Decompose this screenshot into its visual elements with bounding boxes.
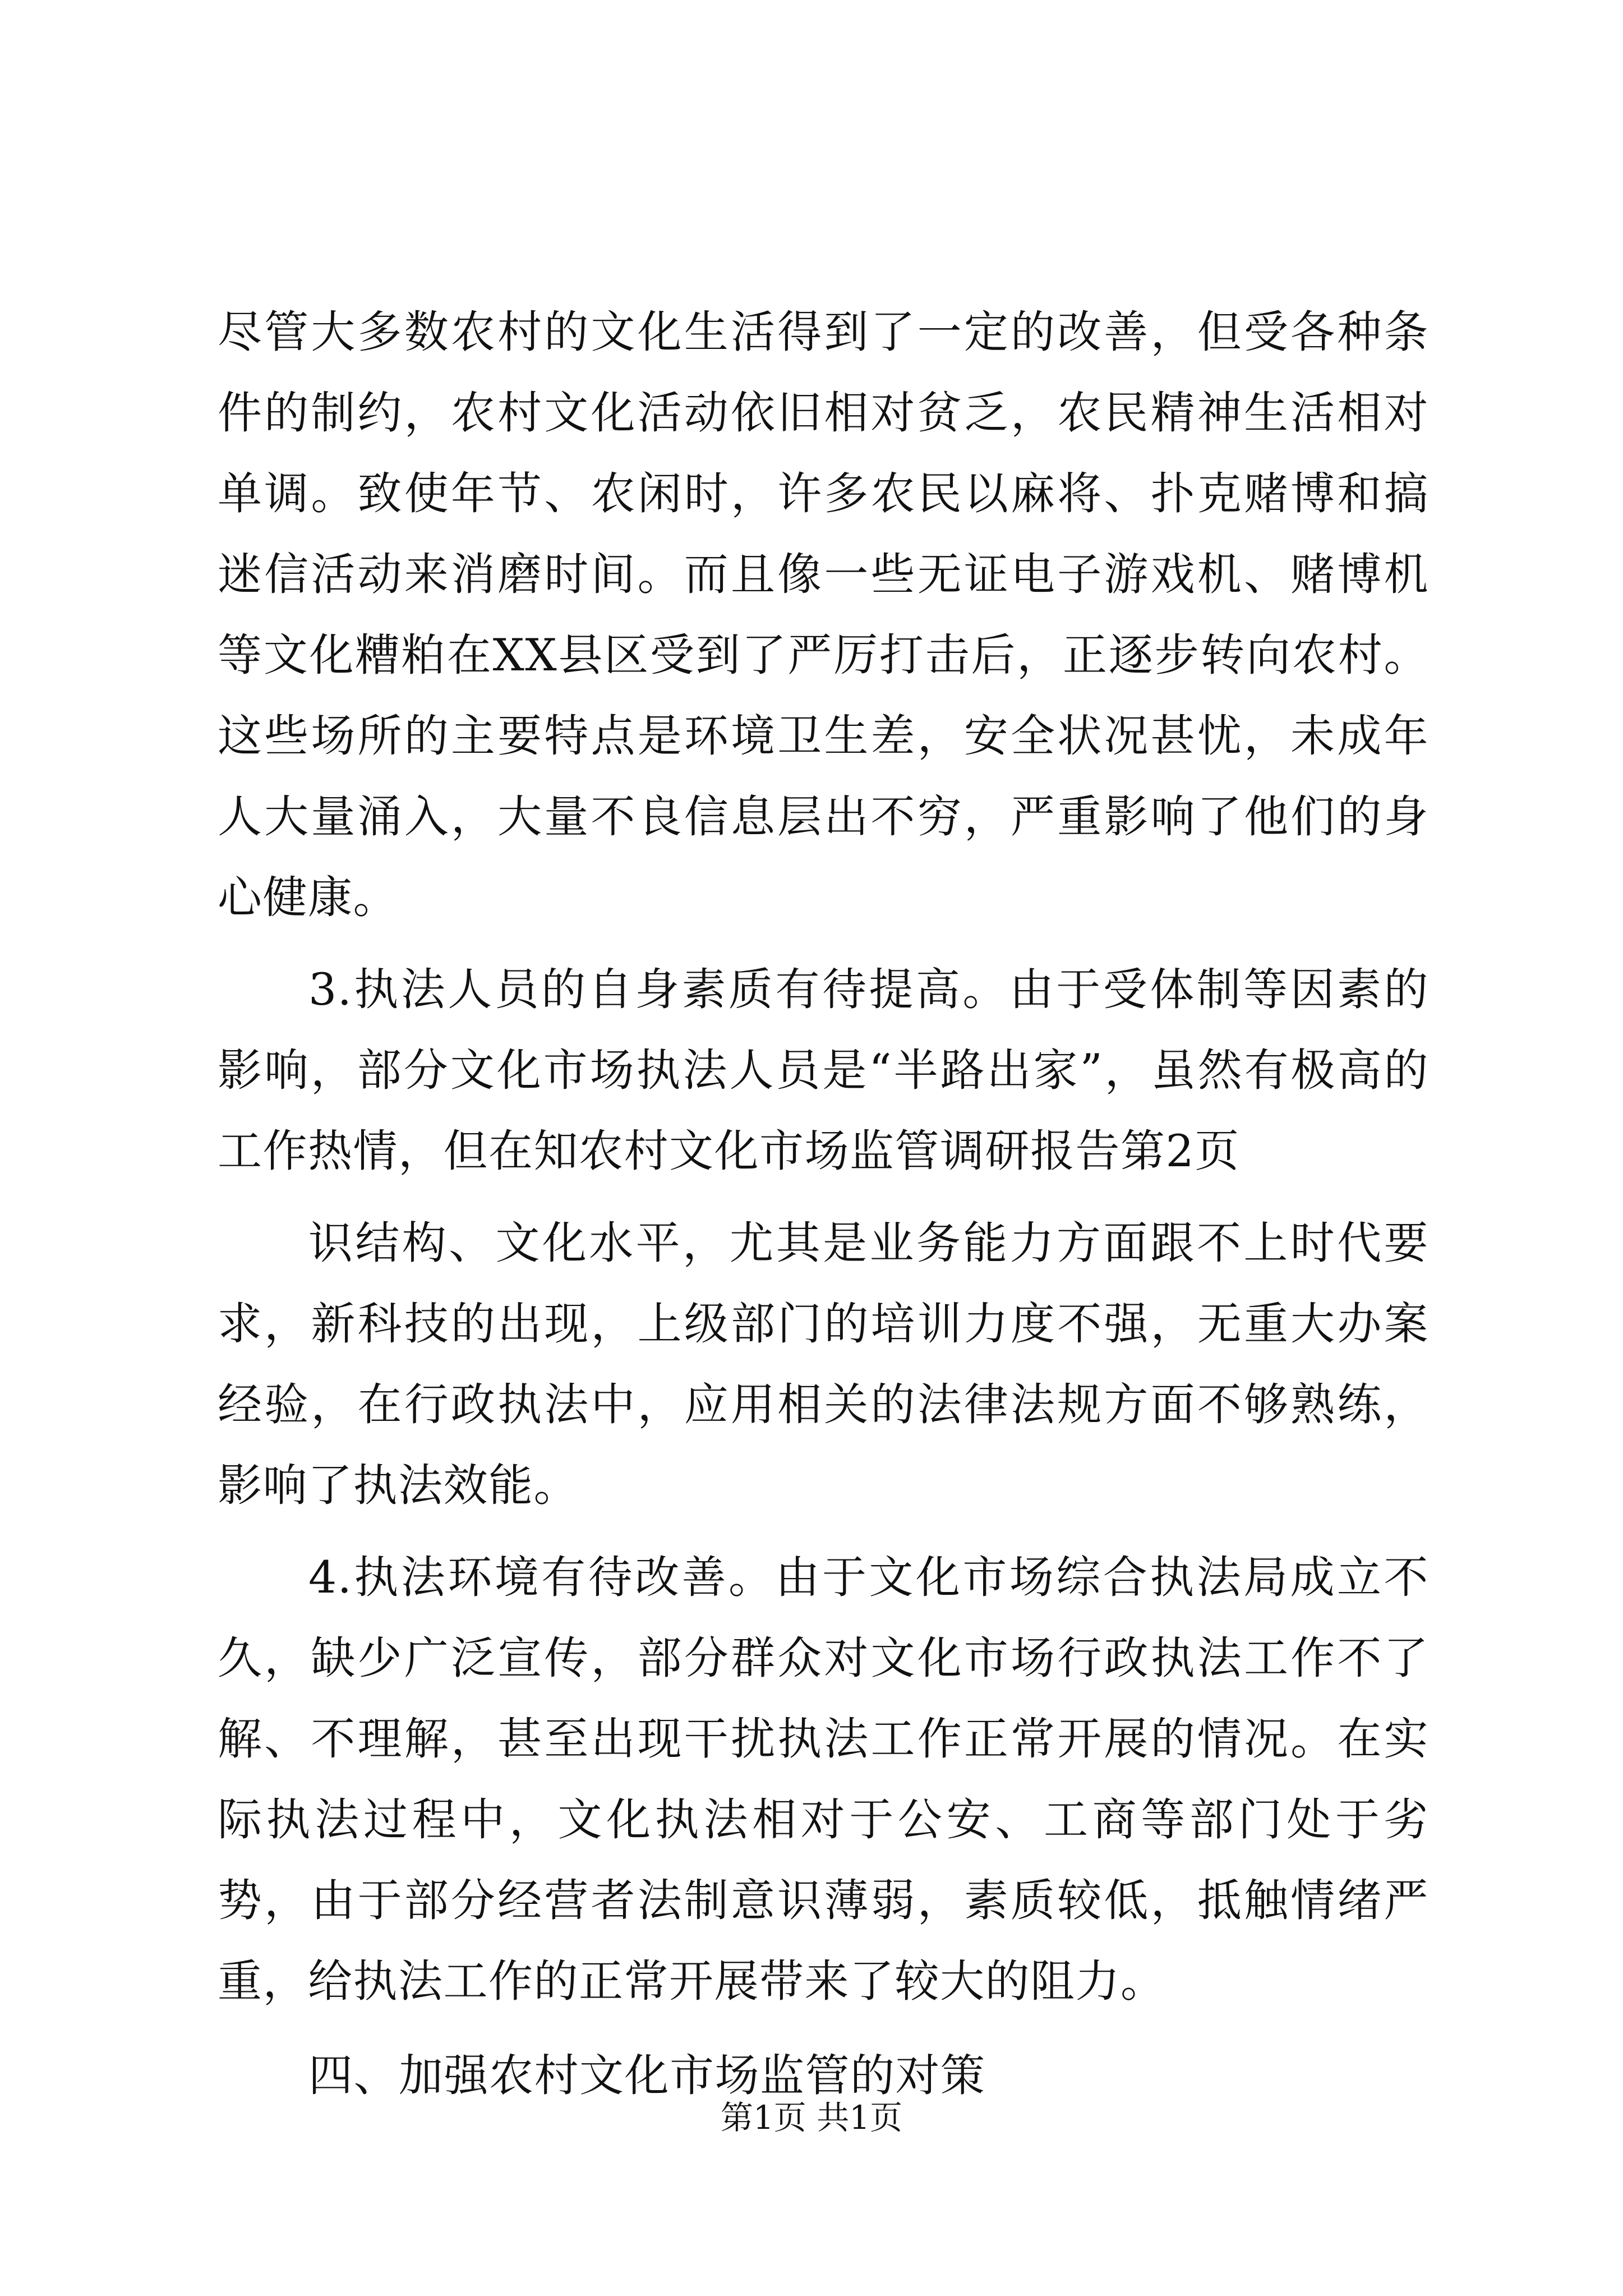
paragraph-3: 识结构、文化水平，尤其是业务能力方面跟不上时代要求，新科技的出现，上级部门的培训力度不强，无重大办案经验，在行政执法中，应用相关的法律法规方面不够熟练，影响了执法效能。 [218, 1217, 1429, 1511]
document-body [218, 292, 1429, 2116]
paragraph-2: 3.执法人员的自身素质有待提高。由于受体制等因素的影响，部分文化市场执法人员是“半路出家”，虽然有极高的工作热情，但在知农村文化市场监管调研报告第2页 [218, 964, 1429, 1177]
page-footer: 第1页 共1页 [720, 2099, 903, 2137]
paragraph-4: 4.执法环境有待改善。由于文化市场综合执法局成立不久，缺少广泛宣传，部分群众对文化市场行政执法工作不了解、不理解，甚至出现干扰执法工作正常开展的情况。在实际执法过程中，文化执法相对于公安、工商等部门处于劣势，由于部分经营者法制意识薄弱，素质较低，抵触情绪严重，给执法工作的正常开展带来了较大的阻力。 [218, 1552, 1429, 2007]
paragraph-1: 尽管大多数农村的文化生活得到了一定的改善，但受各种条件的制约，农村文化活动依旧相对贫乏，农民精神生活相对单调。致使年节、农闲时，许多农民以麻将、扑克赌博和搞迷信活动来消磨时间。而且像一些无证电子游戏机、赌博机等文化糟粕在XX县区受到了严厉打击后，正逐步转向农村。这些场所的主要特点是环境卫生差，安全状况甚忧，未成年人大量涌入，大量不良信息层出不穷，严重影响了他们的身心健康。 [218, 306, 1429, 923]
section-heading: 四、加强农村文化市场监管的对策 [308, 2050, 986, 2101]
